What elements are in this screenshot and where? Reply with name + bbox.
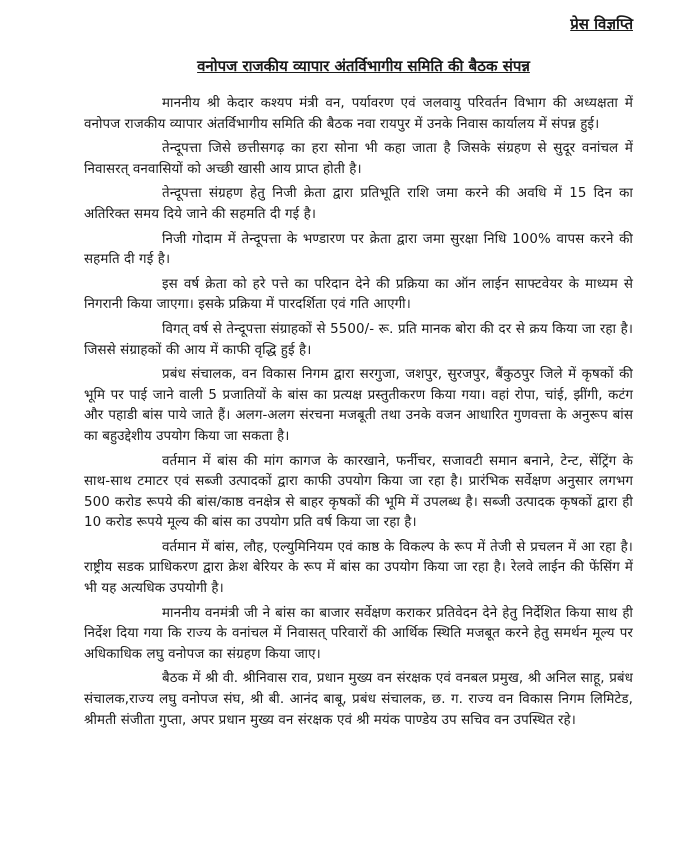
paragraph: वर्तमान में बांस की मांग कागज के कारखाने, फर्नीचर, सजावटी समान बनाने, टेन्ट, सेंट्रिंग के साथ-साथ टमाटर एवं सब्जी उत्पादकों द्वारा काफी उपयोग किया जा रहा है। प्रारंभिक सर्वेक्षण अनुसार लगभग 500 करोड रूपये की बांस/काष्ठ वनक्षेत्र से बाहर कृषकों की भूमि में उपलब्ध है। सब्जी उत्पादक कृषकों द्वारा ही 10 करोड रूपये मूल्य की बांस का उपयोग प्रति वर्ष किया जा रहा है। — [84, 453, 633, 531]
paragraph: इस वर्ष क्रेता को हरे पत्ते का परिदान देने की प्रक्रिया का ऑन लाईन साफ्टवेयर के माध्यम से निगरानी किया जाएगा। इसके प्रक्रिया में पारदर्शिता एवं गति आएगी। — [84, 276, 633, 313]
document-title: वनोपज राजकीय व्यापार अंतर्विभागीय समिति की बैठक संपन्न — [197, 57, 530, 75]
paragraph: बैठक में श्री वी. श्रीनिवास राव, प्रधान मुख्य वन संरक्षक एवं वनबल प्रमुख, श्री अनिल साहू, प्रबंध संचालक,राज्य लघु वनोपज संघ, श्री बी. आनंद बाबू, प्रबंध संचालक, छ. ग. राज्य वन विकास निगम लिमिटेड, श्रीमती संजीता गुप्ता, अपर प्रधान मुख्य वन संरक्षक एवं श्री मयंक पाण्डेय उप सचिव वन उपस्थित रहे। — [84, 671, 633, 728]
paragraph: माननीय वनमंत्री जी ने बांस का बाजार सर्वेक्षण कराकर प्रतिवेदन देने हेतु निर्देशित किया साथ ही निर्देश दिया गया कि राज्य के वनांचल में निवासत् परिवारों की आर्थिक स्थिति मजबूत करने हेतु समर्थन मूल्य पर अधिकाधिक लघु वनोपज का संग्रहण किया जाए। — [84, 605, 633, 662]
paragraph: वर्तमान में बांस, लौह, एल्युमिनियम एवं काष्ठ के विकल्प के रूप में तेजी से प्रचलन में आ रहा है। राष्ट्रीय सडक प्राधिकरण द्वारा क्रेश बेरियर के रूप में बांस का उपयोग किया जा रहा है। रेलवे लाईन की फेंसिंग में भी यह अत्यधिक उपयोगी है। — [84, 539, 633, 597]
document-body — [84, 94, 633, 731]
paragraph: माननीय श्री केदार कश्यप मंत्री वन, पर्यावरण एवं जलवायु परिवर्तन विभाग की अध्यक्षता में वनोपज राजकीय व्यापार अंतर्विभागीय समिति की बैठक नवा रायपुर में उनके निवास कार्यालय में संपन्न हुई। — [84, 96, 633, 132]
press-release-label: प्रेस विज्ञप्ति — [570, 15, 633, 33]
paragraph: तेन्दूपत्ता जिसे छत्तीसगढ़ का हरा सोना भी कहा जाता है जिसके संग्रहण से सुदूर वनांचल में निवासरत् वनवासियों को अच्छी खासी आय प्राप्त होती है। — [84, 141, 633, 177]
paragraph: प्रबंध संचालक, वन विकास निगम द्वारा सरगुजा, जशपुर, सुरजपुर, बैंकुठपुर जिले में कृषकों की भूमि पर पाई जाने वाली 5 प्रजातियों के बांस का प्रत्यक्ष प्रस्तुतीकरण किया गया। वहां रोपा, चांई, झींगी, कटंग और पहाडी बांस पाये जाते हैं। अलग-अलग संरचना मजबूती तथा उनके वजन आधारित गुणवत्ता के अनुरूप बांस का बहुउद्देशीय उपयोग किया जा सकता है। — [84, 367, 633, 444]
paragraph: निजी गोदाम में तेन्दूपत्ता के भण्डारण पर क्रेता द्वारा जमा सुरक्षा निधि 100% वापस करने की सहमति दी गई है। — [84, 231, 633, 268]
paragraph: तेन्दूपत्ता संग्रहण हेतु निजी क्रेता द्वारा प्रतिभूति राशि जमा करने की अवधि में 15 दिन का अतिरिक्त समय दिये जाने की सहमति दी गई है। — [84, 186, 633, 222]
paragraph: विगत् वर्ष से तेन्दूपत्ता संग्राहकों से 5500/- रू. प्रति मानक बोरा की दर से क्रय किया जा रहा है। जिससे संग्राहकों की आय में काफी वृद्धि हुई है। — [84, 321, 633, 358]
